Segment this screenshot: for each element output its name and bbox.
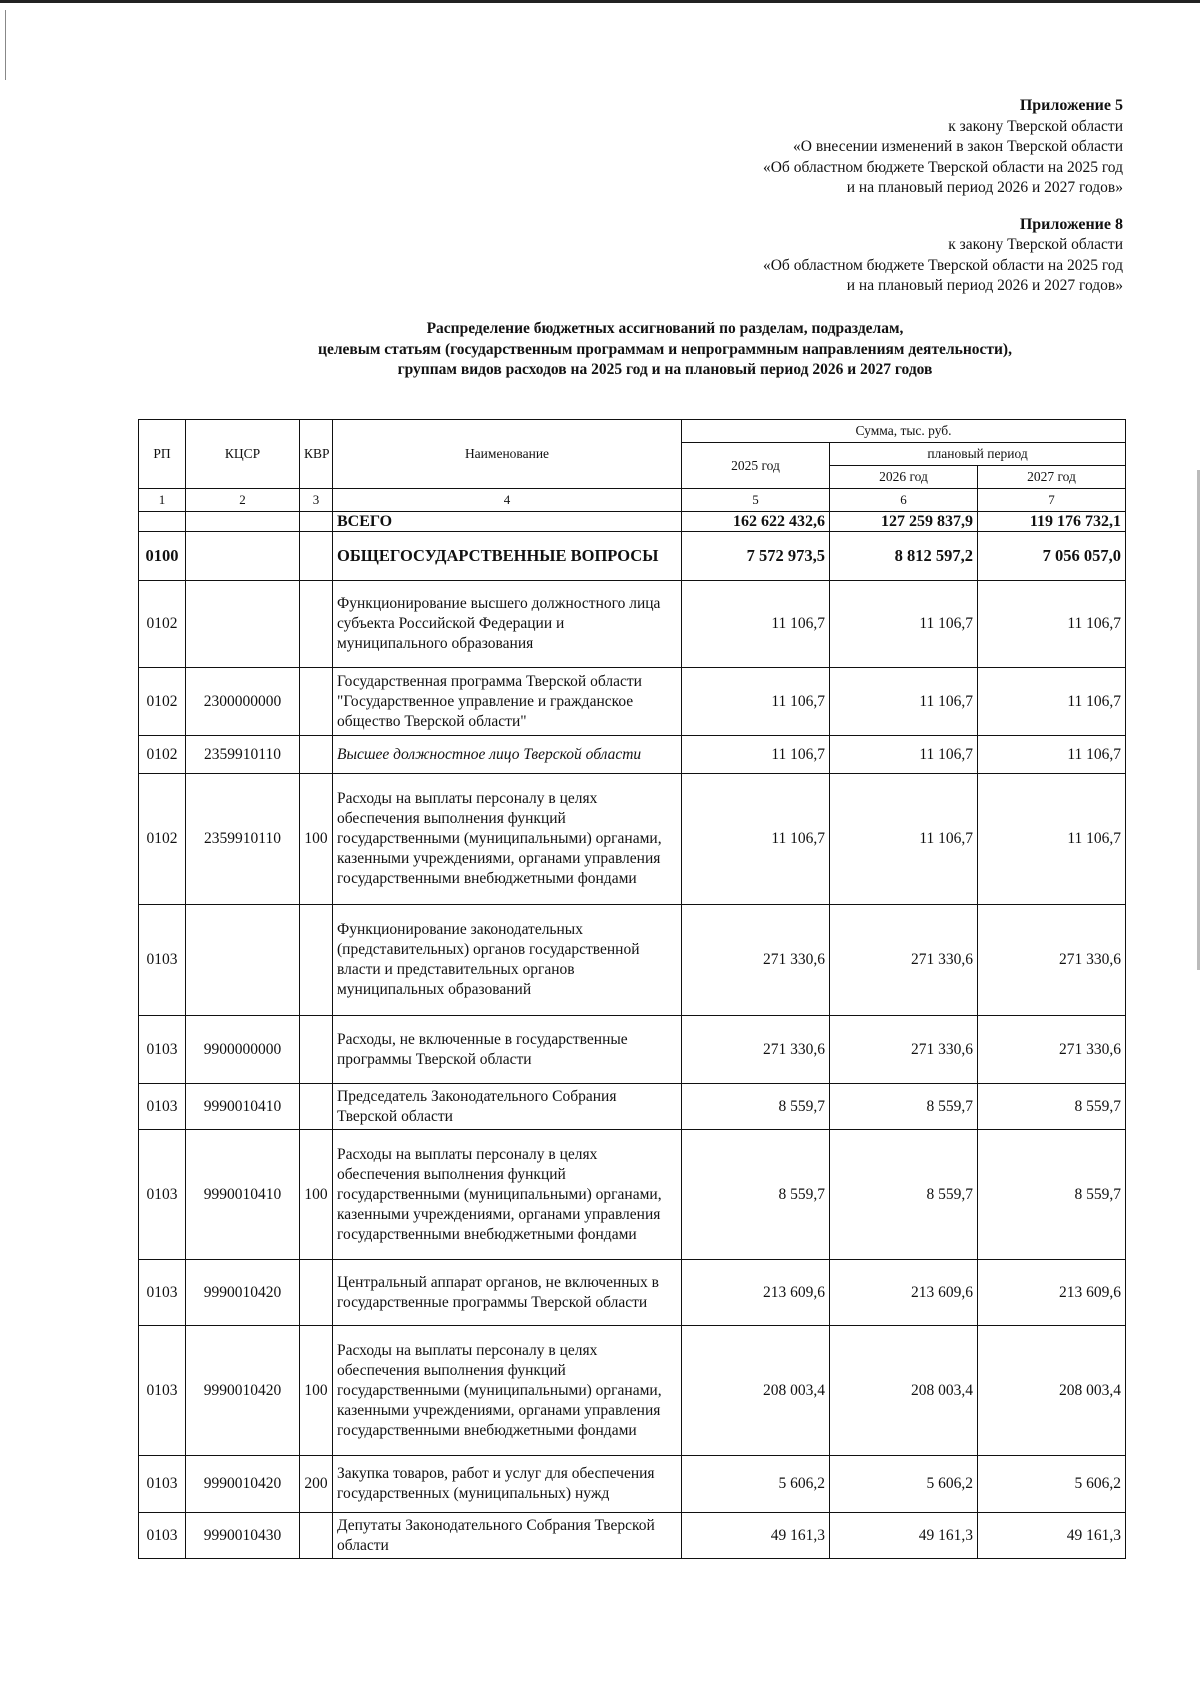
total-rp — [139, 512, 186, 532]
annex-5-block — [423, 96, 1123, 199]
header-planned-period: плановый период — [830, 443, 1126, 466]
cell-2026: 11 106,7 — [830, 736, 978, 774]
cell-kcsr — [186, 905, 300, 1016]
cell-name: Функционирование законодательных (представительных) органов государственной власти и представительных органов муниципальных образований — [333, 905, 682, 1016]
cell-name: Расходы на выплаты персоналу в целях обеспечения выполнения функций государственными (муниципальными) органами, казенными учреждениями, органами управления государственными внебюджетными фондами — [333, 1326, 682, 1456]
table-row — [139, 1456, 1126, 1513]
cell-name: Депутаты Законодательного Собрания Тверской области — [333, 1513, 682, 1559]
header-kcsr: КЦСР — [186, 420, 300, 489]
cell-name: Председатель Законодательного Собрания Тверской области — [333, 1084, 682, 1130]
cell-rp: 0100 — [139, 532, 186, 581]
cell-2025: 5 606,2 — [682, 1456, 830, 1513]
cell-2025: 11 106,7 — [682, 668, 830, 736]
cell-2025: 7 572 973,5 — [682, 532, 830, 581]
cell-rp: 0102 — [139, 774, 186, 905]
cell-kcsr — [186, 581, 300, 668]
cell-2027: 11 106,7 — [978, 774, 1126, 905]
cell-2025: 11 106,7 — [682, 774, 830, 905]
annex-line: и на плановый период 2026 и 2027 годов» — [846, 277, 1123, 294]
annex-line: «Об областном бюджете Тверской области на 2025 год — [762, 256, 1123, 274]
cell-kcsr: 9990010410 — [186, 1130, 300, 1260]
table-row — [139, 1326, 1126, 1456]
cell-rp: 0102 — [139, 668, 186, 736]
cell-2025: 213 609,6 — [682, 1260, 830, 1326]
cell-rp: 0103 — [139, 1016, 186, 1084]
annex-title: Приложение 5 — [1019, 97, 1123, 114]
cell-kcsr: 9990010420 — [186, 1456, 300, 1513]
table-row — [139, 1260, 1126, 1326]
cell-name: ОБЩЕГОСУДАРСТВЕННЫЕ ВОПРОСЫ — [333, 532, 682, 581]
cell-rp: 0103 — [139, 905, 186, 1016]
cell-kvr — [300, 905, 333, 1016]
cell-rp: 0103 — [139, 1130, 186, 1260]
cell-kvr — [300, 736, 333, 774]
header-sum: Сумма, тыс. руб. — [682, 420, 1126, 443]
cell-2026: 11 106,7 — [830, 774, 978, 905]
table-row — [139, 736, 1126, 774]
cell-2027: 11 106,7 — [978, 736, 1126, 774]
column-number: 3 — [300, 489, 333, 512]
column-number: 5 — [682, 489, 830, 512]
cell-kvr — [300, 1513, 333, 1559]
cell-kvr: 100 — [300, 774, 333, 905]
cell-2025: 49 161,3 — [682, 1513, 830, 1559]
cell-name: Функционирование высшего должностного лица субъекта Российской Федерации и муниципального образования — [333, 581, 682, 668]
cell-2025: 8 559,7 — [682, 1130, 830, 1260]
cell-kcsr: 9990010410 — [186, 1084, 300, 1130]
column-number: 2 — [186, 489, 300, 512]
table-row — [139, 1513, 1126, 1559]
cell-name: Центральный аппарат органов, не включенных в государственные программы Тверской области — [333, 1260, 682, 1326]
cell-2026: 11 106,7 — [830, 668, 978, 736]
cell-kvr — [300, 532, 333, 581]
cell-2027: 8 559,7 — [978, 1084, 1126, 1130]
cell-rp: 0102 — [139, 736, 186, 774]
cell-2026: 5 606,2 — [830, 1456, 978, 1513]
table-row — [139, 668, 1126, 736]
annex-line: к закону Тверской области — [948, 117, 1123, 135]
cell-2027: 271 330,6 — [978, 1016, 1126, 1084]
total-label: ВСЕГО — [333, 512, 682, 532]
header-kvr: КВР — [300, 420, 333, 489]
cell-2026: 208 003,4 — [830, 1326, 978, 1456]
cell-rp: 0102 — [139, 581, 186, 668]
total-row — [139, 512, 1126, 532]
column-number: 6 — [830, 489, 978, 512]
cell-kcsr — [186, 532, 300, 581]
cell-2025: 11 106,7 — [682, 581, 830, 668]
header-2026: 2026 год — [830, 466, 978, 489]
cell-2027: 7 056 057,0 — [978, 532, 1126, 581]
cell-kcsr: 9900000000 — [186, 1016, 300, 1084]
total-2027: 119 176 732,1 — [978, 512, 1126, 532]
cell-kvr: 100 — [300, 1130, 333, 1260]
budget-table — [138, 419, 1126, 1559]
cell-2027: 213 609,6 — [978, 1260, 1126, 1326]
total-2025: 162 622 432,6 — [682, 512, 830, 532]
annex-line: «Об областном бюджете Тверской области на 2025 год — [762, 158, 1123, 176]
scan-border-top — [0, 0, 1200, 3]
cell-kvr — [300, 581, 333, 668]
cell-2026: 271 330,6 — [830, 905, 978, 1016]
cell-kvr: 100 — [300, 1326, 333, 1456]
cell-2025: 208 003,4 — [682, 1326, 830, 1456]
cell-2027: 11 106,7 — [978, 668, 1126, 736]
total-kvr — [300, 512, 333, 532]
cell-kvr: 200 — [300, 1456, 333, 1513]
total-kcsr — [186, 512, 300, 532]
cell-name: Расходы на выплаты персоналу в целях обеспечения выполнения функций государственными (муниципальными) органами, казенными учреждениями, органами управления государственными внебюджетными фондами — [333, 774, 682, 905]
header-name: Наименование — [333, 420, 682, 489]
column-number: 4 — [333, 489, 682, 512]
annex-headers — [423, 96, 1123, 297]
table-row — [139, 1130, 1126, 1260]
cell-2026: 213 609,6 — [830, 1260, 978, 1326]
title-line: целевым статьям (государственным программам и непрограммным направлениям деятельности), — [318, 340, 1012, 358]
column-number: 1 — [139, 489, 186, 512]
cell-name: Закупка товаров, работ и услуг для обеспечения государственных (муниципальных) нужд — [333, 1456, 682, 1513]
table-row — [139, 532, 1126, 581]
cell-2027: 8 559,7 — [978, 1130, 1126, 1260]
table-row — [139, 1084, 1126, 1130]
header-2025: 2025 год — [682, 443, 830, 489]
cell-kvr — [300, 668, 333, 736]
cell-rp: 0103 — [139, 1513, 186, 1559]
cell-rp: 0103 — [139, 1456, 186, 1513]
cell-rp: 0103 — [139, 1260, 186, 1326]
header-rp: РП — [139, 420, 186, 489]
total-2026: 127 259 837,9 — [830, 512, 978, 532]
cell-kcsr: 9990010430 — [186, 1513, 300, 1559]
cell-2025: 11 106,7 — [682, 736, 830, 774]
annex-8-block — [423, 215, 1123, 297]
table-row — [139, 905, 1126, 1016]
cell-rp: 0103 — [139, 1326, 186, 1456]
cell-kvr — [300, 1260, 333, 1326]
annex-line: к закону Тверской области — [948, 236, 1123, 253]
title-line: Распределение бюджетных ассигнований по разделам, подразделам, — [426, 320, 904, 337]
cell-kvr — [300, 1016, 333, 1084]
cell-kvr — [300, 1084, 333, 1130]
document-title — [140, 319, 1190, 381]
cell-2027: 11 106,7 — [978, 581, 1126, 668]
cell-2027: 49 161,3 — [978, 1513, 1126, 1559]
cell-2027: 208 003,4 — [978, 1326, 1126, 1456]
table-row — [139, 774, 1126, 905]
annex-line: «О внесении изменений в закон Тверской области — [793, 138, 1123, 155]
cell-2026: 8 559,7 — [830, 1084, 978, 1130]
cell-2026: 11 106,7 — [830, 581, 978, 668]
cell-kcsr: 2300000000 — [186, 668, 300, 736]
header-2027: 2027 год — [978, 466, 1126, 489]
cell-2026: 49 161,3 — [830, 1513, 978, 1559]
cell-2026: 8 812 597,2 — [830, 532, 978, 581]
cell-2027: 5 606,2 — [978, 1456, 1126, 1513]
column-number: 7 — [978, 489, 1126, 512]
cell-2027: 271 330,6 — [978, 905, 1126, 1016]
cell-2026: 8 559,7 — [830, 1130, 978, 1260]
cell-name: Государственная программа Тверской области "Государственное управление и гражданское общество Тверской области" — [333, 668, 682, 736]
annex-line: и на плановый период 2026 и 2027 годов» — [846, 179, 1123, 196]
cell-2025: 271 330,6 — [682, 1016, 830, 1084]
title-line: группам видов расходов на 2025 год и на плановый период 2026 и 2027 годов — [397, 361, 933, 378]
cell-name: Расходы на выплаты персоналу в целях обеспечения выполнения функций государственными (муниципальными) органами, казенными учреждениями, органами управления государственными внебюджетными фондами — [333, 1130, 682, 1260]
cell-name: Высшее должностное лицо Тверской области — [333, 736, 682, 774]
table-row — [139, 581, 1126, 668]
table-row — [139, 1016, 1126, 1084]
cell-2025: 271 330,6 — [682, 905, 830, 1016]
annex-title: Приложение 8 — [1019, 215, 1123, 233]
scan-mark-left — [5, 10, 6, 80]
cell-kcsr: 9990010420 — [186, 1326, 300, 1456]
cell-rp: 0103 — [139, 1084, 186, 1130]
cell-2026: 271 330,6 — [830, 1016, 978, 1084]
cell-name: Расходы, не включенные в государственные программы Тверской области — [333, 1016, 682, 1084]
cell-2025: 8 559,7 — [682, 1084, 830, 1130]
cell-kcsr: 2359910110 — [186, 774, 300, 905]
cell-kcsr: 9990010420 — [186, 1260, 300, 1326]
cell-kcsr: 2359910110 — [186, 736, 300, 774]
